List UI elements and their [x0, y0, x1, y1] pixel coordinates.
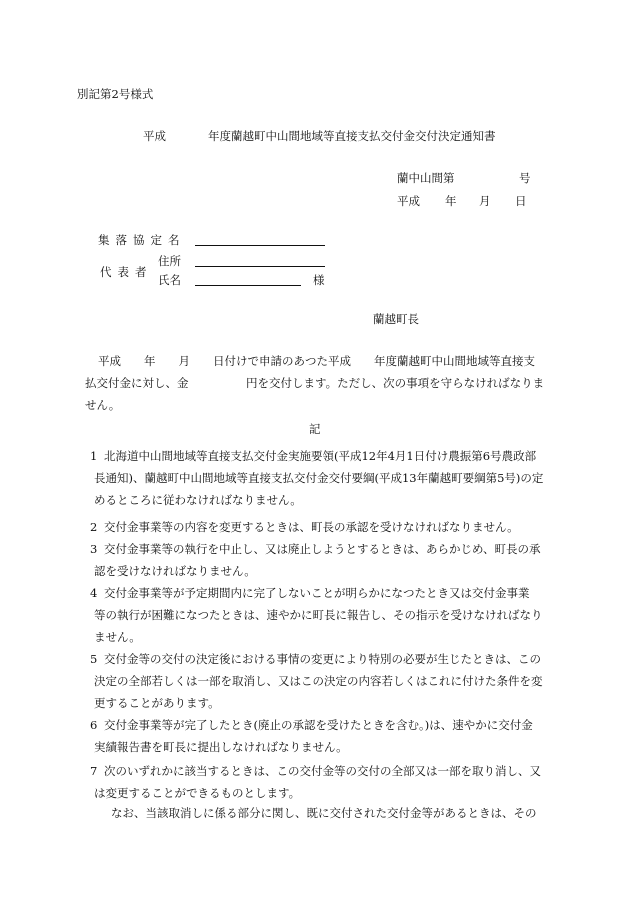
intro-line: 払交付金に対し、金 円を交付します。ただし、次の事項を守らなければなりま [85, 376, 545, 390]
condition-item [90, 538, 550, 582]
group-agreement-label: 集落協定名 [98, 233, 186, 247]
reference-suffix: 号 [519, 171, 531, 185]
date-era: 平成 [397, 194, 420, 208]
issuer: 蘭越町長 [373, 312, 419, 326]
condition-line: 等の執行が困難になつたときは、速やかに町長に報告し、その指示を受けなければなり [94, 608, 543, 622]
condition-item [90, 714, 550, 758]
condition-number: 7 [90, 764, 98, 778]
address-line [195, 266, 325, 267]
condition-line: 北海道中山間地域等直接支払交付金実施要領(平成12年4月1日付け農振第6号農政部 [104, 449, 537, 463]
condition-line: 認を受けなければなりません。 [94, 564, 256, 578]
document-title [143, 128, 496, 144]
condition-item [90, 445, 550, 511]
condition-line: 実績報告書を町長に提出しなければなりません。 [94, 740, 348, 754]
reference-prefix: 蘭中山間第 [397, 171, 455, 185]
title-era: 平成 [143, 129, 166, 143]
form-label: 別記第2号様式 [77, 87, 154, 101]
condition-line: 交付金事業等の執行を中止し、又は廃止しようとするときは、あらかじめ、町長の承 [104, 542, 541, 556]
condition-item [90, 648, 550, 714]
intro-line: 平成 年 月 日付けで申請のあつた平成 年度蘭越町中山間地域等直接支 [98, 354, 535, 368]
condition-line: 更することがあります。 [94, 696, 220, 710]
condition-number: 1 [90, 449, 98, 463]
date-day: 日 [515, 194, 527, 208]
date-year: 年 [445, 194, 457, 208]
condition-line: 次のいずれかに該当するときは、この交付金等の交付の全部又は一部を取り消し、又 [104, 764, 541, 778]
condition-line: 交付金事業等が完了したとき(廃止の承認を受けたときを含む。)は、速やかに交付金 [104, 718, 533, 732]
group-agreement-line [195, 245, 325, 246]
condition-number: 3 [90, 542, 98, 556]
reference-number [397, 170, 531, 186]
condition-number: 4 [90, 586, 98, 600]
address-label: 住所 [158, 254, 181, 268]
reference-date [397, 193, 537, 209]
condition-item [90, 582, 550, 648]
condition-line: 交付金事業等が予定期間内に完了しないことが明らかになつたとき又は交付金事業 [104, 586, 530, 600]
condition-line: 交付金等の交付の決定後における事情の変更により特別の必要が生じたときは、この [104, 652, 541, 666]
condition-item [90, 760, 550, 804]
condition-line: 長通知)、蘭越町中山間地域等直接支払交付金交付要綱(平成13年蘭越町要綱第5号)の定 [94, 471, 544, 485]
representative-label: 代表者 [100, 265, 153, 279]
date-month: 月 [479, 194, 491, 208]
condition-number: 2 [90, 520, 98, 534]
condition-line: めるところに従わなければなりません。 [94, 493, 302, 507]
condition-number: 5 [90, 652, 98, 666]
condition-line: ません。 [94, 630, 141, 644]
ki-heading: 記 [309, 422, 321, 436]
condition-line: は変更することができるものとします。 [94, 786, 301, 800]
name-label: 氏名 [158, 273, 181, 287]
condition-line: 決定の全部若しくは一部を取消し、又はこの決定の内容若しくはこれに付けた条件を変 [94, 674, 543, 688]
name-line [195, 285, 301, 286]
intro-paragraph [80, 350, 550, 416]
title-text: 年度蘭越町中山間地域等直接支払交付金交付決定通知書 [208, 129, 496, 143]
condition-item [90, 516, 550, 538]
condition-line: 交付金事業等の内容を変更するときは、町長の承認を受けなければなりません。 [104, 520, 519, 534]
closing-paragraph: なお、当該取消しに係る部分に関し、既に交付された交付金等があるときは、その [111, 806, 537, 820]
intro-line: せん。 [85, 398, 121, 412]
honorific: 様 [313, 273, 325, 287]
condition-number: 6 [90, 718, 98, 732]
